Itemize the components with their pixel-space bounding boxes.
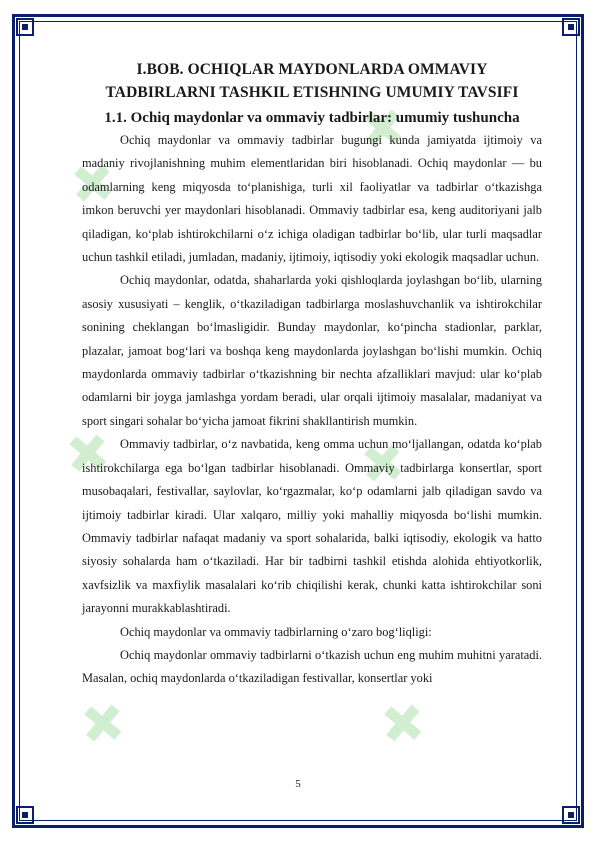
chapter-title-line-1: I.BOB. OCHIQLAR MAYDONLARDA OMMAVIY — [136, 61, 488, 78]
border-corner-ornament — [562, 806, 580, 824]
section-title: 1.1. Ochiq maydonlar va ommaviy tadbirlar: umumiy tushuncha — [104, 110, 520, 126]
page-content — [82, 58, 542, 691]
chapter-title — [82, 58, 542, 104]
watermark-mark: ✚ — [50, 411, 132, 492]
watermark-mark: ✚ — [345, 86, 427, 167]
page-number: 5 — [295, 778, 301, 790]
paragraph: Ochiq maydonlar va ommaviy tadbirlarning o‘zaro bog‘liqligi: — [120, 624, 432, 639]
chapter-title-line-2: TADBIRLARNI TASHKIL ETISHNING UMUMIY TAVSIFI — [105, 84, 519, 101]
watermark-mark: ✚ — [365, 681, 447, 762]
paragraph: Ommaviy tadbirlar, o‘z navbatida, keng omma uchun mo‘ljallangan, odatda ko‘plab ishtirokchilarga ega bo‘lgan tadbirlar hisoblanadi. Ommaviy tadbirlarga konsertlar, sport musobaqalari, festivallar, saylovlar, ko‘rgazmalar, ko‘p odamlarni jalb qiladigan savdo va ijtimoiy tadbirlar kiradi. Ular xalqaro, milliy yoki mahalliy miqyosda bo‘lishi mumkin. Ommaviy tadbirlar nafaqat madaniy va sport sohalarida, balki iqtisodiy, ekologik va hatto siyosiy sohalarda ham o‘tkaziladi. Har bir tadbirni tashkil etishda alohida ehtiyotkorlik, xavfsizlik va maxfiylik masalalari ko‘rib chiqilishi kerak, chunki katta ishtirokchilar soni jarayonni murakkablashtiradi. — [82, 437, 542, 616]
paragraph: Ochiq maydonlar, odatda, shaharlarda yoki qishloqlarda joylashgan bo‘lib, ularning asosiy xususiyati – kenglik, o‘tkaziladigan tadbirlarga moslashuvchanlik va ishtirokchilar sonining cheklangan bo‘lmasligidir. Bunday maydonlar, ko‘pincha stadionlar, parklar, plazalar, jamoat bog‘lari va boshqa keng maydonlarda joylashgan bo‘lishi mumkin. Ochiq maydonlarda ommaviy tadbirlar o‘tkazishning bir nechta afzalliklari mavjud: ular ko‘plab odamlarni bir joyga jamlashga yordam beradi, ular orqali ijtimoiy masalalar, madaniyat va sport singari sohalar bo‘yicha jamoat fikrini shakllantirish mumkin. — [82, 273, 542, 428]
border-corner-ornament — [16, 806, 34, 824]
watermark-mark: ✚ — [55, 141, 137, 222]
paragraph: Ochiq maydonlar ommaviy tadbirlarni o‘tkazish uchun eng muhim muhitni yaratadi. Masalan, ochiq maydonlarda o‘tkaziladigan festivallar, konsertlar yoki — [82, 647, 542, 686]
paragraph: Ochiq maydonlar va ommaviy tadbirlar bugungi kunda jamiyatda ijtimoiy va madaniy rivojlanishning muhim elementlaridan biri hisoblanadi. Ochiq maydonlar — bu odamlarning keng miqyosda to‘planishiga, turli xil faoliyatlar va tadbirlar o‘tkazishga imkon beruvchi yer maydonlari hisoblanadi. Ommaviy tadbirlar esa, keng auditoriyani jalb qiladigan, ko‘plab ishtirokchilarni o‘z ichiga oladigan tadbirlar bo‘lib, ular turli maqsadlar uchun tashkil etiladi, jumladan, madaniy, ijtimoiy, iqtisodiy yoki ekologik maqsadlar uchun. — [82, 133, 542, 265]
watermark-mark: ✚ — [345, 421, 427, 502]
border-corner-ornament — [562, 18, 580, 36]
border-corner-ornament — [16, 18, 34, 36]
watermark-mark: ✚ — [65, 681, 147, 762]
